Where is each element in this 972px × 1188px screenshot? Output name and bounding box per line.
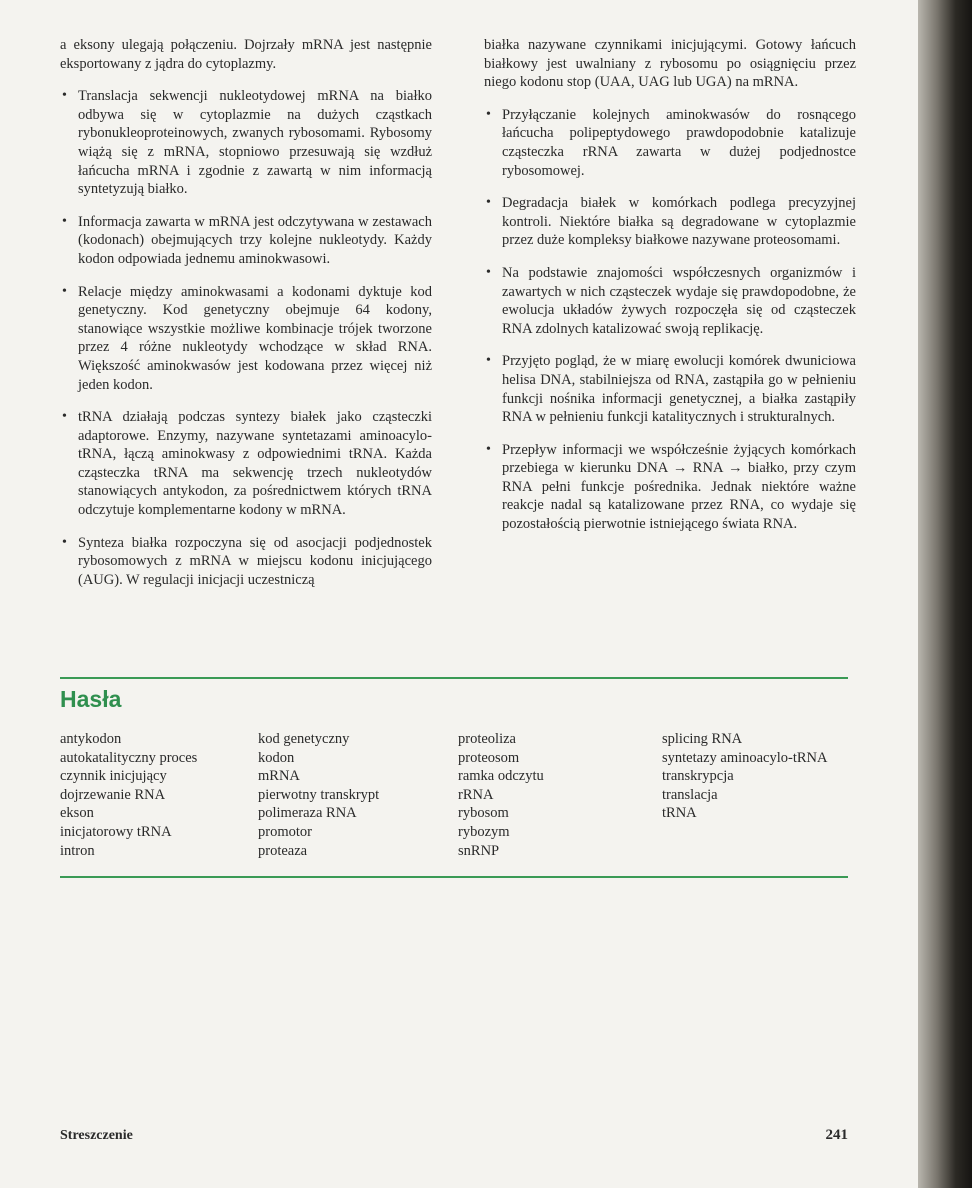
bullet-text: Degradacja białek w komórkach podlega precyzyjnej kontroli. Niektóre białka są degradowane w cytoplazmie przez duże kompleksy białkowe nazywane proteosomami. [502,195,856,249]
hasla-bottom-rule [60,876,848,878]
term-item: inicjatorowy tRNA [60,823,172,840]
bullet-text: Przyłączanie kolejnych aminokwasów do rosnącego łańcucha polipeptydowego prawdopodobnie katalizuje cząsteczka rRNA zawarta w dużej podjednostce rybosomowej. [502,106,856,179]
term-item: rybozym [458,823,510,840]
term-item: mRNA [258,768,300,785]
bullet-text: Relacje między aminokwasami a kodonami dyktuje kod genetyczny. Kod genetyczny obejmuje 64 kodony, stanowiące wszystkie możliwe kombinacje trójek tworzone przez 4 różne nukleotydy wchodzące w skład RNA. Większość aminokwasów jest kodowana przez więcej niż jeden kodon. [78,283,432,393]
right-intro-paragraph: białka nazywane czynnikami inicjującymi. Gotowy łańcuch białkowy jest uwalniany z rybosomu po osiągnięciu przez niego kodonu stop (UAA, UAG lub UGA) na mRNA. [484,37,856,91]
bullet-item [60,534,432,590]
terms-column-3 [458,730,544,860]
term-item: rRNA [458,786,494,803]
term-item: proteoliza [458,731,516,747]
term-item: translacja [662,786,718,803]
left-text-column [60,36,432,603]
term-item: pierwotny transkrypt [258,786,380,803]
bullet-dot-icon: • [486,195,491,211]
term-item: ramka odczytu [458,768,544,785]
terms-column-1 [60,730,197,860]
bullet-dot-icon: • [62,88,67,104]
term-item: tRNA [662,805,697,822]
term-item: czynnik inicjujący [60,768,167,785]
term-item: kod genetyczny [258,731,350,747]
hasla-top-rule [60,677,848,679]
left-intro-paragraph: a eksony ulegają połączeniu. Dojrzały mRNA jest następnie eksportowany z jądra do cytoplazmy. [60,37,432,72]
bullet-dot-icon: • [62,283,67,299]
term-item: syntetazy aminoacylo-tRNA [662,749,828,766]
bullet-dot-icon: • [62,409,67,425]
page-number: 241 [825,1127,848,1143]
bullet-item [60,213,432,269]
bullet-dot-icon: • [486,264,491,280]
term-item: antykodon [60,731,122,747]
terms-column-4 [662,730,828,823]
bullet-text: Synteza białka rozpoczyna się od asocjacji podjednostek rybosomowych z mRNA w miejscu kodonu inicjującego (AUG). W regulacji inicjacji uczestniczą [78,534,432,588]
bullet-text: Translacja sekwencji nukleotydowej mRNA na białko odbywa się w cytoplazmie na dużych cząstkach rybonukleoproteinowych, zwanych rybosomami. Rybosomy wiążą się z mRNA, stopniowo przesuwają się wzdłuż łańcucha mRNA i zgodnie z zawartą w nim informacją syntetyzują białko. [78,88,432,198]
bullet-item [484,106,856,180]
bullet-text: Przyjęto pogląd, że w miarę ewolucji komórek dwuniciowa helisa DNA, stabilniejsza od RNA, zastąpiła go w pełnieniu funkcji nośnika informacji genetycznej, a białka zastąpiły RNA w pełnieniu funkcji katalitycznych i strukturalnych. [502,353,856,426]
term-item: intron [60,842,95,859]
bullet-item [484,264,856,338]
term-item: snRNP [458,842,500,859]
term-item: autokatalityczny proces [60,749,198,766]
bullet-item [484,194,856,250]
bullet-text: Przepływ informacji we współcześnie żyjących komórkach przebiega w kierunku DNA → RNA → białko, przy czym RNA pełni funkcje pośrednika. Jednak niektóre ważne reakcje nadal są katalizowane przez RNA, co wydaje się pozostałością pierwotnie istniejącego świata RNA. [502,441,856,533]
bullet-item [60,283,432,395]
term-item: transkrypcja [662,768,734,785]
term-item: kodon [258,749,295,766]
term-item: promotor [258,823,312,840]
page-binding-shadow [918,0,972,1188]
bullet-item [60,408,432,520]
bullet-text: tRNA działają podczas syntezy białek jako cząsteczki adaptorowe. Enzymy, nazywane syntetazami aminoacylo-tRNA, łączą aminokwasy z odpowiednimi tRNA. Każda cząsteczka tRNA ma sekwencję trzech nukleotydów stanowiących antykodon, za pośrednictwem których tRNA odczytuje komplementarne kodony w mRNA. [78,409,432,519]
term-item: ekson [60,805,94,822]
bullet-dot-icon: • [62,213,67,229]
bullet-item [60,87,432,199]
bullet-dot-icon: • [486,441,491,457]
term-item: splicing RNA [662,731,743,747]
bullet-dot-icon: • [62,534,67,550]
terms-column-2 [258,730,379,860]
bullet-dot-icon: • [486,106,491,122]
bullet-item [484,352,856,426]
right-text-column [484,36,856,548]
bullet-item [484,441,856,534]
bullet-text: Na podstawie znajomości współczesnych organizmów i zawartych w nich cząsteczek wydaje się prawdopodobne, że ewolucja układów żywych rozpoczęła się od cząsteczek RNA zdolnych katalizować swoją replikację. [502,264,856,337]
footer-section-title: Streszczenie [60,1128,133,1143]
hasla-heading: Hasła [60,686,122,712]
term-item: rybosom [458,805,509,822]
term-item: proteosom [458,749,520,766]
bullet-dot-icon: • [486,353,491,369]
bullet-text: Informacja zawarta w mRNA jest odczytywana w zestawach (kodonach) obejmujących trzy kolejne nukleotydy. Każdy kodon odpowiada jednemu aminokwasowi. [78,213,432,267]
term-item: dojrzewanie RNA [60,786,166,803]
term-item: polimeraza RNA [258,805,357,822]
term-item: proteaza [258,842,308,859]
